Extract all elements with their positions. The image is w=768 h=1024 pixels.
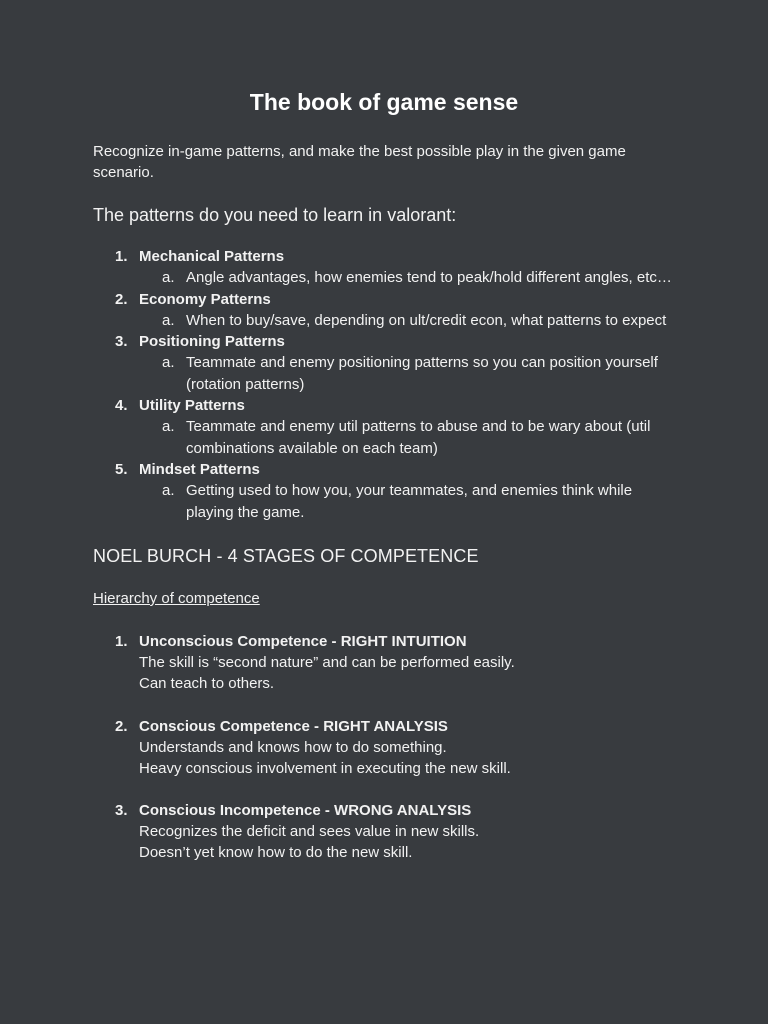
sub-item-letter: a. (162, 482, 175, 499)
competence-desc-line: Recognizes the deficit and sees value in new skills. (139, 823, 480, 840)
intro-paragraph: Recognize in-game patterns, and make the best possible play in the given game scenario. (93, 143, 626, 181)
competence-desc-line: Understands and knows how to do something. (139, 738, 447, 756)
pattern-title: Utility Patterns (139, 397, 245, 414)
pattern-item (93, 246, 683, 289)
pattern-number: 5. (115, 461, 128, 478)
pattern-title: Positioning Patterns (139, 333, 285, 350)
competence-item (93, 716, 683, 779)
competence-list (93, 631, 683, 863)
competence-title: Unconscious Competence - RIGHT INTUITION (139, 633, 467, 650)
competence-desc-line: Can teach to others. (139, 675, 275, 692)
pattern-number: 2. (115, 290, 128, 308)
sub-item-text: Angle advantages, how enemies tend to peak/hold different angles, etc… (186, 269, 672, 286)
sub-item-text: Teammate and enemy positioning patterns so you can position yourself (rotation patterns) (186, 354, 658, 393)
pattern-title: Mechanical Patterns (139, 248, 285, 265)
competence-number: 2. (115, 717, 128, 735)
sub-item-letter: a. (162, 418, 175, 435)
sub-item-letter: a. (162, 354, 175, 371)
hierarchy-of-competence-link[interactable]: Hierarchy of competence (93, 590, 260, 607)
pattern-title: Economy Patterns (139, 290, 271, 308)
sub-item-text: When to buy/save, depending on ult/credit econ, what patterns to expect (186, 311, 667, 329)
competence-desc-line: Doesn’t yet know how to do the new skill. (139, 844, 413, 861)
competence-title: Conscious Competence - RIGHT ANALYSIS (139, 717, 448, 735)
pattern-item (93, 459, 683, 523)
pattern-item (93, 289, 683, 332)
pattern-sub-item (139, 416, 683, 459)
competence-desc-line: The skill is “second nature” and can be performed easily. (139, 654, 515, 671)
pattern-number: 1. (115, 248, 128, 265)
sub-item-text: Getting used to how you, your teammates, and enemies think while playing the game. (186, 482, 633, 521)
pattern-item (93, 395, 683, 459)
document-page (93, 86, 683, 885)
pattern-sub-item (139, 352, 683, 395)
sub-item-letter: a. (162, 311, 175, 329)
competence-title: Conscious Incompetence - WRONG ANALYSIS (139, 802, 472, 819)
pattern-sub-item (139, 310, 683, 332)
sub-item-letter: a. (162, 269, 175, 286)
pattern-sub-item (139, 267, 683, 289)
competence-heading: NOEL BURCH - 4 STAGES OF COMPETENCE (93, 546, 479, 566)
pattern-number: 4. (115, 397, 128, 414)
pattern-sub-item (139, 480, 683, 523)
competence-number: 1. (115, 633, 128, 650)
document-title: The book of game sense (249, 89, 519, 115)
pattern-number: 3. (115, 333, 128, 350)
competence-number: 3. (115, 802, 128, 819)
patterns-list (93, 246, 683, 523)
patterns-heading: The patterns do you need to learn in valorant: (93, 205, 457, 225)
pattern-item (93, 331, 683, 395)
sub-item-text: Teammate and enemy util patterns to abuse and to be wary about (util combinations available on each team) (186, 418, 651, 457)
competence-item (93, 800, 683, 863)
pattern-title: Mindset Patterns (139, 461, 260, 478)
competence-item (93, 631, 683, 694)
competence-desc-line: Heavy conscious involvement in executing the new skill. (139, 759, 511, 777)
